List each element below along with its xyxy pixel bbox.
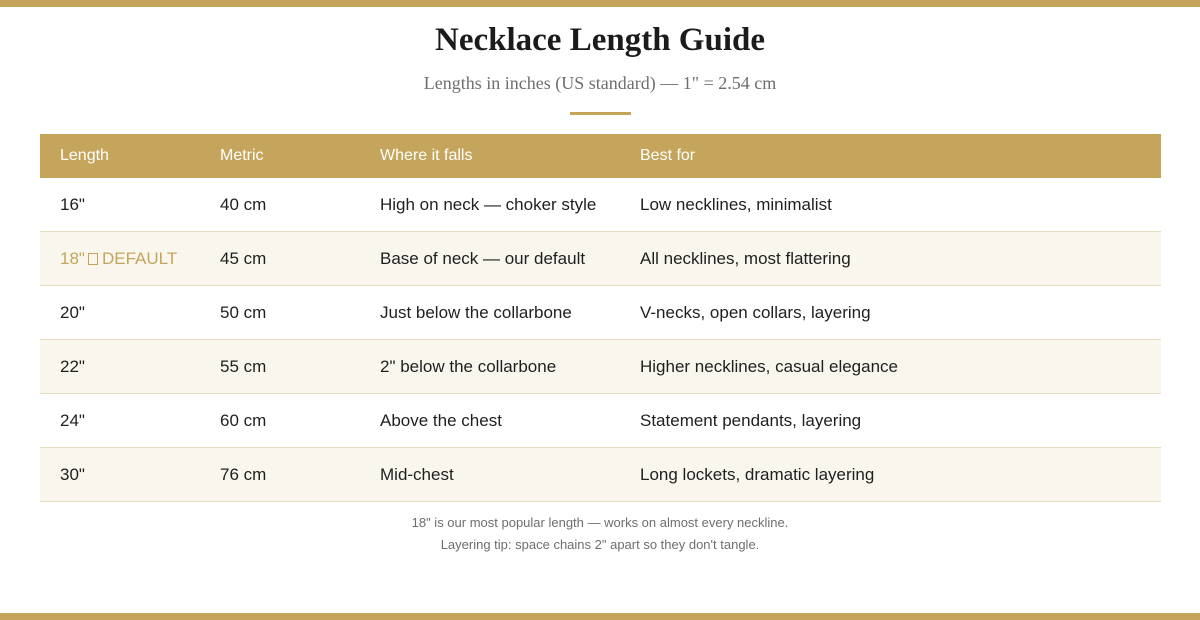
page-title: Necklace Length Guide — [435, 22, 765, 58]
metric-cell: 45 cm — [220, 248, 267, 268]
where-cell: High on neck — choker style — [380, 194, 597, 214]
page-subtitle: Lengths in inches (US standard) — 1" = 2.54 cm — [423, 73, 777, 93]
metric-cell: 76 cm — [220, 464, 267, 484]
footnote-layering-tip: Layering tip: space chains 2" apart so they don't tangle. — [440, 537, 760, 552]
length-cell: 16" — [60, 194, 85, 214]
table-row — [40, 394, 1161, 448]
default-badge: DEFAULT — [101, 248, 178, 268]
length-value: 18" — [60, 248, 85, 268]
length-cell: 20" — [60, 302, 85, 322]
length-cell-default — [40, 249, 200, 269]
title-divider — [570, 112, 631, 115]
top-accent-bar — [0, 0, 1200, 7]
length-cell: 24" — [60, 410, 85, 430]
metric-cell: 50 cm — [220, 302, 267, 322]
length-guide-table — [40, 134, 1161, 502]
table-header-row — [40, 134, 1161, 178]
best-for-cell: Statement pendants, layering — [640, 410, 862, 430]
best-for-cell: Long lockets, dramatic layering — [640, 464, 875, 484]
column-header-best-for: Best for — [640, 147, 696, 164]
metric-cell: 40 cm — [220, 194, 267, 214]
length-cell: 30" — [60, 464, 85, 484]
best-for-cell: V-necks, open collars, layering — [640, 302, 871, 322]
table-row-default — [40, 232, 1161, 286]
length-cell: 22" — [60, 356, 85, 376]
best-for-cell: Higher necklines, casual elegance — [640, 356, 898, 376]
footnote-popular: 18" is our most popular length — works on almost every neckline. — [411, 515, 789, 530]
metric-cell: 60 cm — [220, 410, 267, 430]
where-cell: Just below the collarbone — [380, 302, 572, 322]
where-cell: Mid-chest — [380, 464, 454, 484]
column-header-where: Where it falls — [380, 147, 473, 164]
column-header-metric: Metric — [220, 147, 264, 164]
where-cell: Above the chest — [380, 410, 502, 430]
bottom-accent-bar — [0, 613, 1200, 620]
table-row — [40, 178, 1161, 232]
table-row — [40, 448, 1161, 502]
where-cell: 2" below the collarbone — [380, 356, 557, 376]
tag-icon — [88, 253, 98, 265]
column-header-length: Length — [60, 147, 109, 164]
where-cell: Base of neck — our default — [380, 248, 586, 268]
table-row — [40, 286, 1161, 340]
table-row — [40, 340, 1161, 394]
best-for-cell: Low necklines, minimalist — [640, 194, 832, 214]
best-for-cell: All necklines, most flattering — [640, 248, 851, 268]
metric-cell: 55 cm — [220, 356, 267, 376]
